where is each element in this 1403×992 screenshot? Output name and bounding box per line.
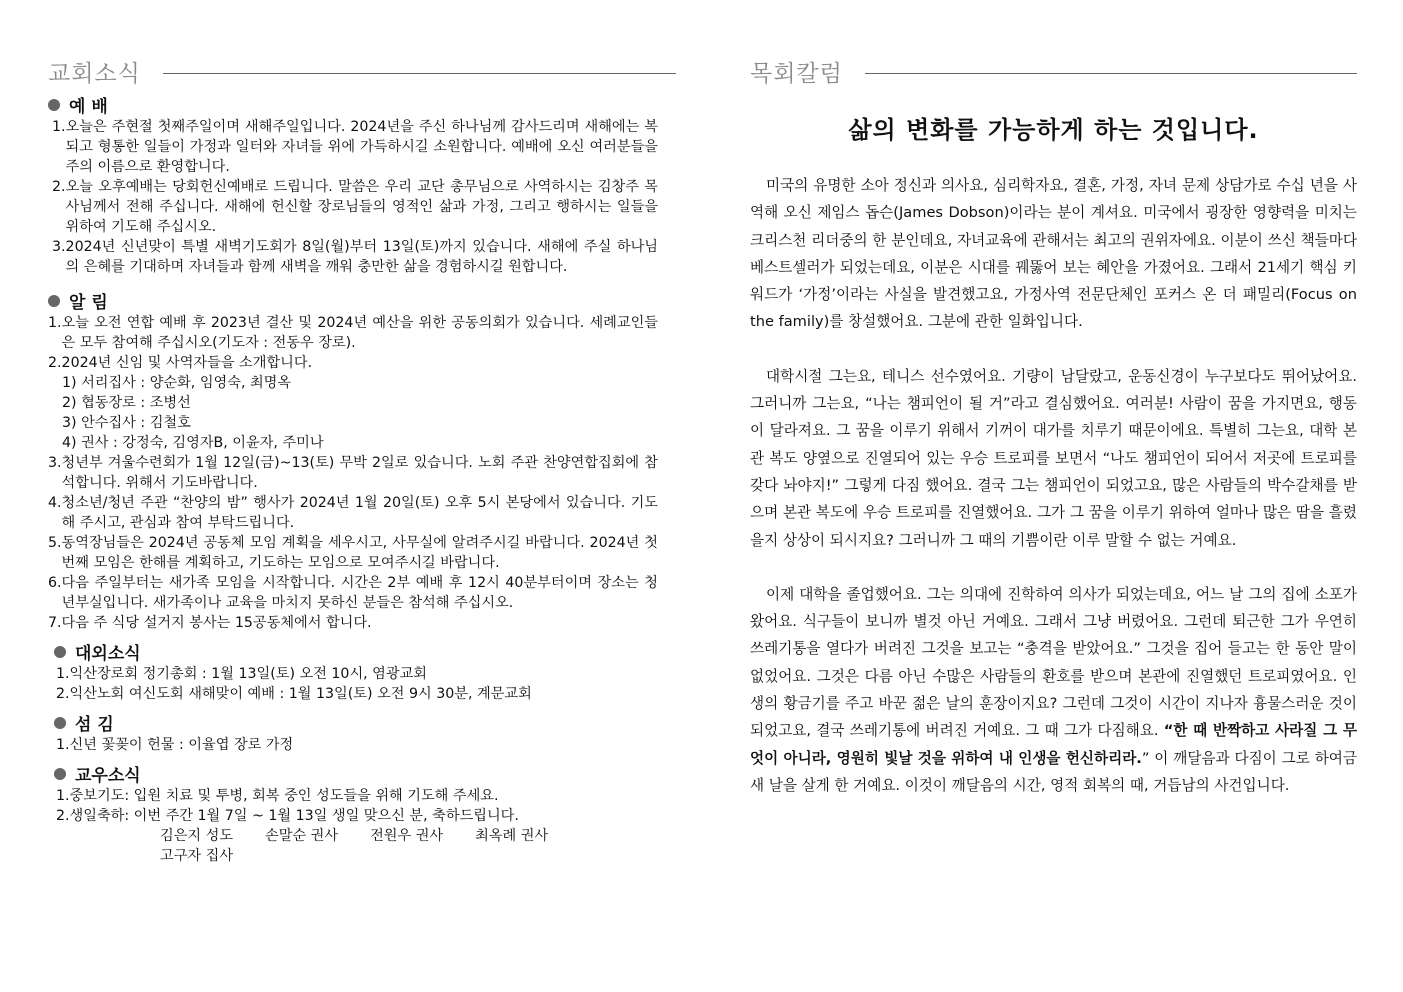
list-item: 1. 신년 꽃꽂이 헌물 : 이율엽 장로 가정	[56, 737, 294, 753]
worship-heading: 예 배	[48, 92, 658, 117]
paragraph: 대학시절 그는요, 테니스 선수였어요. 기량이 남달랐고, 운동신경이 누구보다도 뛰어났어요. 그러니까 그는요, “나는 챔피언이 될 거”라고 결심했어요. 여러분! 사람이 꿈을 가지면요, 행동이 달라져요. 그 꿈을 이루기 위해서 기꺼이 대가를 치루기 때문이에요. 특별히 그는요, 대학 본관 복도 양옆으로 진열되어 있는 우승 트로피를 보면서 “나도 챔피언이 되어서 저곳에 트로피를 갖다 놔야지!” 그렇게 다짐 했어요. 결국 그는 챔피언이 되었고요, 많은 사람들의 박수갈채를 받으며 본관 복도에 우승 트로피를 진열했어요. 그가 그 꿈을 이루기 위하여 얼마나 많은 땀을 흘렸을지 상상이 되시지요? 그러니까 그 때의 기쁨이란 이루 말할 수 없는 거예요.	[750, 367, 1357, 549]
birthday-names-row	[56, 826, 658, 846]
bullet-icon	[48, 295, 60, 307]
emphasis-quote: “한 때 반짝하고 사라질 그 무엇이 아니라, 영원히 빛날 것을 위하여 내 인생을 헌신하리라.	[750, 722, 1357, 767]
bullet-icon	[48, 99, 60, 111]
pastor-column-title: 목회칼럼	[750, 61, 843, 87]
member-name: 김은지 성도	[160, 828, 234, 844]
list-item: 4) 권사 : 강정숙, 김영자B, 이윤자, 주미나	[62, 435, 324, 451]
list-item: 1. 중보기도: 입원 치료 및 투병, 회복 중인 성도들을 위해 기도해 주세요.	[56, 788, 499, 804]
notices-list	[48, 313, 658, 633]
list-item: 2. 익산노회 여신도회 새해맞이 예배 : 1월 13일(토) 오전 9시 30분, 계문교회	[56, 686, 532, 702]
list-item: 2. 오늘 오후예배는 당회헌신예배로 드립니다. 말씀은 우리 교단 총무님으로 사역하시는 김창주 목사님께서 전해 주십니다. 새해에 헌신할 장로님들의 영적인 삶과 가정, 그리고 행하시는 일들을 위하여 기도해 주십시오.	[52, 179, 658, 235]
header-rule	[163, 73, 676, 74]
service-heading: 섬 김	[48, 710, 658, 735]
list-item: 1. 익산장로회 정기총회 : 1월 13일(토) 오전 10시, 염광교회	[56, 666, 428, 682]
column-body	[750, 172, 1357, 826]
members-news-heading: 교우소식	[48, 761, 658, 786]
list-item: 2. 생일축하: 이번 주간 1월 7일 ~ 1월 13일 생일 맞으신 분, 축하드립니다.	[56, 808, 519, 824]
member-name: 손말순 권사	[265, 828, 339, 844]
bullet-icon	[54, 768, 66, 780]
list-item: 1. 오늘 오전 연합 예배 후 2023년 결산 및 2024년 예산을 위한 공동의회가 있습니다. 세례교인들은 모두 참여해 주십시오(기도자 : 전동우 장로).	[48, 315, 658, 351]
list-item: 4. 청소년/청년 주관 “찬양의 밤” 행사가 2024년 1월 20일(토) 오후 5시 본당에서 있습니다. 기도해 주시고, 관심과 참여 부탁드립니다.	[48, 495, 658, 531]
list-item: 2) 협동장로 : 조병선	[62, 395, 191, 411]
list-item: 6. 다음 주일부터는 새가족 모임을 시작합니다. 시간은 2부 예배 후 12시 40분부터이며 장소는 청년부실입니다. 새가족이나 교육을 마치지 못하신 분들은 참석해 주십시오.	[48, 575, 658, 611]
birthday-names-row	[56, 846, 658, 866]
list-item: 3. 2024년 신년맞이 특별 새벽기도회가 8일(월)부터 13일(토)까지 있습니다. 새해에 주실 하나님의 은혜를 기대하며 자녀들과 함께 새벽을 깨워 충만한 삶을 경험하시길 원합니다.	[52, 239, 658, 275]
church-news-title: 교회소식	[48, 61, 141, 87]
list-item: 3) 안수집사 : 김철호	[62, 415, 191, 431]
paragraph: 이제 대학을 졸업했어요. 그는 의대에 진학하여 의사가 되었는데요, 어느 날 그의 집에 소포가 왔어요. 식구들이 보니까 별것 아닌 거예요. 그래서 그냥 버렸어요. 그런데 퇴근한 그가 우연히 쓰레기통을 열다가 버려진 그것을 보고는 “충격을 받았어요.” 그것을 집어 들고는 한 동안 말이 없었어요. 그것은 다름 아닌 수많은 사람들의 환호를 받으며 본관에 진열했던 트로피였어요. 인생의 황금기를 주고 바꾼 젊은 날의 훈장이지요? 그런데 그것이 시간이 지나자 흉물스러운 것이 되었고요, 결국 쓰레기통에 버려진 거예요. 그 때 그가 다짐해요. “한 때 반짝하고 사라질 그 무엇이 아니라, 영원히 빛날 것을 위하여 내 인생을 헌신하리라.” 이 깨달음과 다짐이 그로 하여금 새 날을 살게 한 거예요. 이것이 깨달음의 시간, 영적 회복의 때, 거듭남의 사건입니다.	[750, 585, 1357, 794]
service-list	[48, 735, 658, 755]
paragraph: 미국의 유명한 소아 정신과 의사요, 심리학자요, 결혼, 가정, 자녀 문제 상담가로 수십 년을 사역해 오신 제임스 돕슨(James Dobson)이라는 분이 계셔요. 미국에서 굉장한 영향력을 미치는 크리스천 리더중의 한 분인데요, 자녀교육에 관해서는 최고의 권위자에요. 이분이 쓰신 책들마다 베스트셀러가 되었는데요, 이분은 시대를 꿰뚫어 보는 혜안을 가졌어요. 그래서 21세기 핵심 키워드가 ‘가정’이라는 사실을 발견했고요, 가정사역 전문단체인 포커스 온 더 패밀리(Focus on the family)를 창설했어요. 그분에 관한 일화입니다.	[750, 177, 1357, 331]
column-headline: 삶의 변화를 가능하게 하는 것입니다.	[848, 116, 1259, 144]
appointees-list	[48, 373, 658, 453]
worship-list	[48, 117, 658, 277]
list-item: 5. 동역장님들은 2024년 공동체 모임 계획을 세우시고, 사무실에 알려주시길 바랍니다. 2024년 첫번째 모임은 한해를 계획하고, 기도하는 모임으로 모여주시길 바랍니다.	[48, 535, 658, 571]
church-news-header	[48, 55, 676, 88]
list-item: 1. 오늘은 주현절 첫째주일이며 새해주일입니다. 2024년을 주신 하나님께 감사드리며 새해에는 복되고 형통한 일들이 가정과 일터와 자녀들 위에 가득하시길 소원합니다. 예배에 오신 여러분들을 주의 이름으로 환영합니다.	[52, 119, 658, 175]
notices-heading: 알 림	[48, 288, 658, 313]
member-name: 최옥례 권사	[475, 828, 549, 844]
pastor-column-header	[750, 55, 1357, 88]
church-news-body	[48, 92, 658, 866]
list-item: 7. 다음 주 식당 설거지 봉사는 15공동체에서 합니다.	[48, 615, 372, 631]
member-name: 고구자 집사	[160, 848, 234, 864]
list-item: 1) 서리집사 : 양순화, 임영숙, 최명옥	[62, 375, 292, 391]
list-item: 3. 청년부 겨울수련회가 1월 12일(금)~13(토) 무박 2일로 있습니다. 노회 주관 찬양연합집회에 참석합니다. 위해서 기도바랍니다.	[48, 455, 658, 491]
members-news-list	[48, 786, 658, 866]
bullet-icon	[54, 646, 66, 658]
bullet-icon	[54, 717, 66, 729]
list-item: 2. 2024년 신임 및 사역자들을 소개합니다.	[48, 355, 313, 371]
header-rule	[865, 73, 1357, 74]
external-news-list	[48, 664, 658, 704]
member-name: 전원우 권사	[370, 828, 444, 844]
external-news-heading: 대외소식	[48, 639, 658, 664]
